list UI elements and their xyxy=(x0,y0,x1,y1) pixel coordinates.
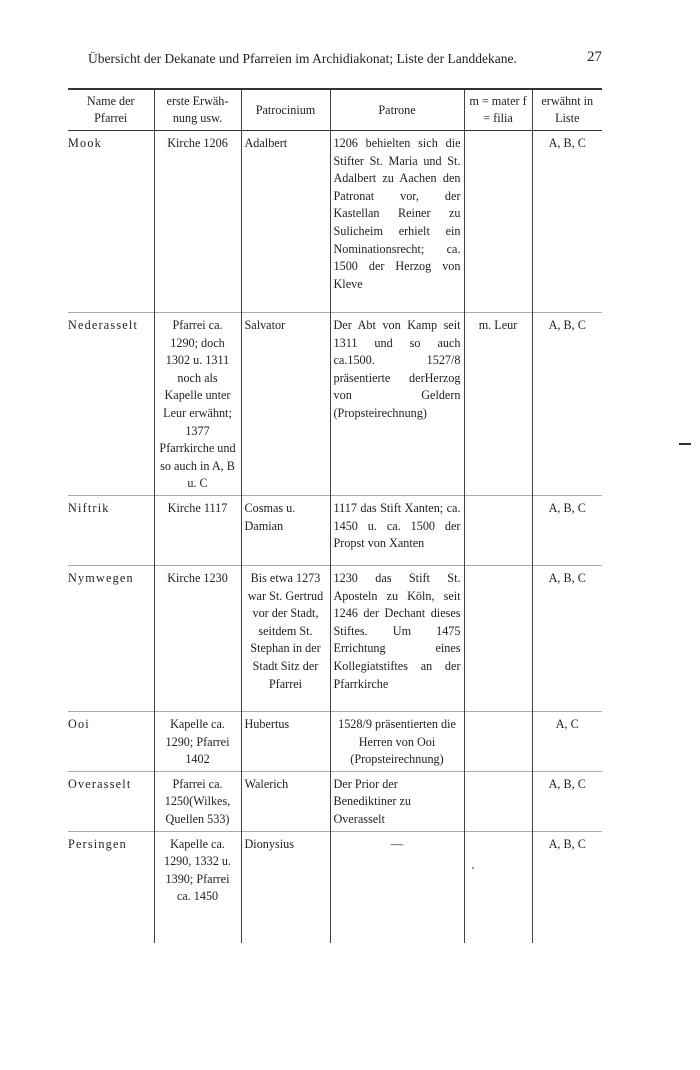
table-row xyxy=(68,711,602,771)
cell-patrocinium: Salvator xyxy=(241,313,330,496)
cell-patrocinium: Bis etwa 1273 war St. Gertrud vor der Stadt, seitdem St. Stephan in der Stadt Sitz der Pfarrei xyxy=(241,565,330,711)
column-header-mater-filia: m = mater f = filia xyxy=(464,89,532,131)
cell-mater xyxy=(464,711,532,771)
parish-table xyxy=(68,88,602,943)
cell-liste: A, B, C xyxy=(532,831,602,943)
cell-patrocinium: Adalbert xyxy=(241,131,330,313)
cell-liste: A, B, C xyxy=(532,771,602,831)
cell-name: Nymwegen xyxy=(68,565,154,711)
margin-dash-mark xyxy=(679,443,691,445)
cell-mater xyxy=(464,831,532,943)
page-number: 27 xyxy=(587,49,602,65)
table-row xyxy=(68,495,602,565)
column-header-patrocinium: Patrocinium xyxy=(241,89,330,131)
cell-mater xyxy=(464,495,532,565)
cell-name: Niftrik xyxy=(68,495,154,565)
table-row xyxy=(68,313,602,496)
cell-name: Overasselt xyxy=(68,771,154,831)
cell-erwaehnung: Pfarrei ca. 1250(Wilkes, Quellen 533) xyxy=(154,771,241,831)
cell-name: Nederasselt xyxy=(68,313,154,496)
cell-name: Mook xyxy=(68,131,154,313)
cell-patrone: 1528/9 präsentierten die Herren von Ooi (Propsteirechnung) xyxy=(330,711,464,771)
table-row xyxy=(68,831,602,943)
cell-patrocinium: Dionysius xyxy=(241,831,330,943)
table-row xyxy=(68,771,602,831)
cell-liste: A, C xyxy=(532,711,602,771)
cell-patrone: — xyxy=(330,831,464,943)
cell-mater xyxy=(464,565,532,711)
cell-liste: A, B, C xyxy=(532,131,602,313)
cell-erwaehnung: Kapelle ca. 1290, 1332 u. 1390; Pfarrei ca. 1450 xyxy=(154,831,241,943)
stray-dot-mark xyxy=(472,867,474,869)
cell-patrocinium: Walerich xyxy=(241,771,330,831)
cell-patrone: 1117 das Stift Xanten; ca. 1450 u. ca. 1500 der Propst von Xanten xyxy=(330,495,464,565)
cell-patrocinium: Hubertus xyxy=(241,711,330,771)
cell-erwaehnung: Kapelle ca. 1290; Pfarrei 1402 xyxy=(154,711,241,771)
cell-patrone: 1206 behielten sich die Stifter St. Maria und St. Adalbert zu Aachen den Patronat vor, der Kastellan Reiner zu Sulicheim erhielt ein Nominationsrecht; ca. 1500 der Herzog von Kleve xyxy=(330,131,464,313)
cell-erwaehnung: Kirche 1117 xyxy=(154,495,241,565)
cell-liste: A, B, C xyxy=(532,565,602,711)
cell-mater xyxy=(464,131,532,313)
cell-name: Persingen xyxy=(68,831,154,943)
table-header-row xyxy=(68,89,602,131)
cell-liste: A, B, C xyxy=(532,313,602,496)
cell-patrone: Der Abt von Kamp seit 1311 und so auch ca.1500. 1527/8 präsentierte derHerzog von Geldern (Propsteirechnung) xyxy=(330,313,464,496)
header-title: Übersicht der Dekanate und Pfarreien im Archidiakonat; Liste der Landdekane. xyxy=(88,51,517,66)
cell-erwaehnung: Kirche 1206 xyxy=(154,131,241,313)
table-row xyxy=(68,565,602,711)
cell-mater xyxy=(464,771,532,831)
cell-patrocinium: Cosmas u. Damian xyxy=(241,495,330,565)
column-header-liste: erwähnt in Liste xyxy=(532,89,602,131)
cell-mater: m. Leur xyxy=(464,313,532,496)
column-header-patrone: Patrone xyxy=(330,89,464,131)
column-header-name: Name der Pfarrei xyxy=(68,89,154,131)
cell-name: Ooi xyxy=(68,711,154,771)
cell-liste: A, B, C xyxy=(532,495,602,565)
cell-erwaehnung: Pfarrei ca. 1290; doch 1302 u. 1311 noch als Kapelle unter Leur erwähnt; 1377 Pfarrkirche und so auch in A, B u. C xyxy=(154,313,241,496)
column-header-erwaehnung: erste Erwäh- nung usw. xyxy=(154,89,241,131)
cell-patrone: 1230 das Stift St. Aposteln zu Köln, seit 1246 der Dechant dieses Stiftes. Um 1475 Errichtung eines Kollegiatstiftes an der Pfarrkirche xyxy=(330,565,464,711)
cell-erwaehnung: Kirche 1230 xyxy=(154,565,241,711)
table-row xyxy=(68,131,602,313)
cell-patrone: Der Prior der Benediktiner zu Overasselt xyxy=(330,771,464,831)
